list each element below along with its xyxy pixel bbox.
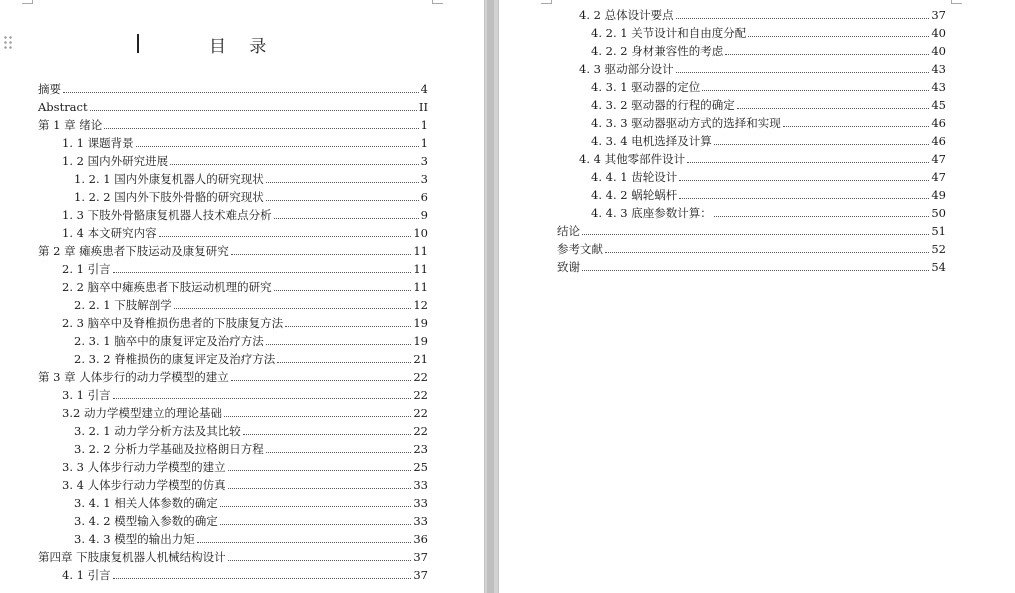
toc-page-number: 43 — [931, 62, 946, 76]
toc-entry-text: 2. 3 脑卒中及脊椎损伤患者的下肢康复方法 — [62, 316, 284, 330]
toc-entry-text: 2. 2. 1 下肢解剖学 — [74, 298, 172, 312]
toc-dot-leader — [737, 108, 930, 109]
toc-dot-leader — [687, 162, 929, 163]
toc-dot-leader — [266, 182, 419, 183]
toc-dot-leader — [63, 92, 419, 93]
toc-entry[interactable] — [62, 150, 428, 168]
toc-entry-text: 4. 3. 2 驱动器的行程的确定 — [591, 98, 735, 112]
toc-dot-leader — [714, 216, 930, 217]
toc-entry-text: Abstract — [38, 100, 88, 114]
toc-page-number: 45 — [931, 98, 946, 112]
toc-dot-leader — [220, 506, 412, 507]
toc-page-number: 3 — [420, 154, 428, 168]
toc-title: 目 录 — [209, 37, 276, 57]
toc-page-number: 49 — [931, 188, 946, 202]
toc-entry[interactable] — [74, 492, 428, 510]
toc-entry[interactable] — [557, 238, 946, 256]
toc-entry-text: 4. 2. 1 关节设计和自由度分配 — [591, 26, 747, 40]
toc-page-number: 21 — [413, 352, 428, 366]
toc-entry[interactable] — [591, 22, 946, 40]
toc-dot-leader — [113, 578, 412, 579]
toc-entry-text: 4. 3. 1 驱动器的定位 — [591, 80, 701, 94]
toc-entry[interactable] — [591, 40, 946, 58]
toc-page-number: 37 — [931, 8, 946, 22]
toc-page-number: 40 — [931, 44, 946, 58]
toc-page-number: 10 — [413, 226, 428, 240]
toc-entry-text: 3. 3 人体步行动力学模型的建立 — [62, 460, 226, 474]
toc-entry[interactable] — [579, 58, 946, 76]
toc-entry[interactable] — [62, 276, 428, 294]
toc-page-number: 33 — [413, 478, 428, 492]
toc-page-number: 43 — [931, 80, 946, 94]
toc-page-number: II — [418, 100, 428, 114]
toc-dot-leader — [725, 54, 929, 55]
toc-page-number: 3 — [420, 172, 428, 186]
toc-entry-text: 参考文献 — [557, 242, 603, 256]
toc-dot-leader — [274, 218, 419, 219]
toc-dot-leader — [582, 234, 929, 235]
toc-entry-text: 1. 4 本文研究内容 — [62, 226, 157, 240]
toc-dot-leader — [113, 272, 412, 273]
margin-corner-mark — [22, 0, 33, 4]
toc-entry[interactable] — [62, 204, 428, 222]
toc-entry-text: 4. 2. 2 身材兼容性的考虑 — [591, 44, 724, 58]
toc-entry-text: 1. 2. 2 国内外下肢外骨骼的研究现状 — [74, 190, 264, 204]
toc-entry[interactable] — [74, 348, 428, 366]
toc-entry[interactable] — [591, 112, 946, 130]
toc-dot-leader — [702, 90, 929, 91]
toc-dot-leader — [266, 452, 412, 453]
margin-corner-mark — [541, 0, 552, 4]
toc-entry[interactable] — [62, 564, 428, 582]
toc-dot-leader — [582, 270, 929, 271]
toc-dot-leader — [243, 434, 412, 435]
toc-page-number: 46 — [931, 116, 946, 130]
toc-entry-text: 3. 2. 2 分析力学基础及拉格朗日方程 — [74, 442, 264, 456]
toc-dot-leader — [228, 560, 412, 561]
toc-page-number: 54 — [931, 260, 946, 274]
toc-entry-text: 第四章 下肢康复机器人机械结构设计 — [38, 550, 226, 564]
toc-entry[interactable] — [62, 402, 428, 420]
toc-entry[interactable] — [62, 258, 428, 276]
toc-entry-text: 4. 3. 3 驱动器驱动方式的选择和实现 — [591, 116, 781, 130]
toc-entry[interactable] — [38, 240, 428, 258]
toc-entry[interactable] — [62, 222, 428, 240]
toc-page-number: 50 — [931, 206, 946, 220]
toc-dot-leader — [90, 110, 417, 111]
toc-entry[interactable] — [591, 76, 946, 94]
toc-entry-text: 3.2 动力学模型建立的理论基础 — [62, 406, 222, 420]
toc-dot-leader — [266, 200, 419, 201]
toc-page-number: 22 — [413, 388, 428, 402]
toc-dot-leader — [104, 128, 418, 129]
toc-entry-text: 3. 4. 2 模型输入参数的确定 — [74, 514, 218, 528]
toc-entry[interactable] — [38, 366, 428, 384]
toc-page-number: 9 — [420, 208, 428, 222]
toc-entry[interactable] — [62, 456, 428, 474]
toc-entry-text: 摘要 — [38, 82, 61, 96]
toc-dot-leader — [228, 470, 412, 471]
toc-page-number: 51 — [931, 224, 946, 238]
toc-dot-leader — [679, 198, 929, 199]
toc-page-number: 46 — [931, 134, 946, 148]
toc-entry-text: 4. 2 总体设计要点 — [579, 8, 674, 22]
toc-dot-leader — [220, 524, 412, 525]
toc-entry-text: 结论 — [557, 224, 580, 238]
toc-entry[interactable] — [74, 168, 428, 186]
toc-entry[interactable] — [38, 78, 428, 96]
toc-page-number: 19 — [413, 334, 428, 348]
toc-page-number: 22 — [413, 424, 428, 438]
toc-entry-text: 3. 4 人体步行动力学模型的仿真 — [62, 478, 226, 492]
toc-entry[interactable] — [579, 148, 946, 166]
toc-page-number: 4 — [420, 82, 428, 96]
toc-page-number: 22 — [413, 406, 428, 420]
toc-entry[interactable] — [591, 166, 946, 184]
toc-entry-text: 3. 4. 1 相关人体参数的确定 — [74, 496, 218, 510]
toc-dot-leader — [285, 326, 411, 327]
toc-page-number: 47 — [931, 170, 946, 184]
document-page-right — [499, 0, 1015, 593]
toc-entry-text: 1. 3 下肢外骨骼康复机器人技术难点分析 — [62, 208, 272, 222]
toc-entry[interactable] — [74, 438, 428, 456]
toc-entry[interactable] — [579, 4, 946, 22]
toc-entry[interactable] — [38, 96, 428, 114]
toc-entry-text: 4. 4. 3 底座参数计算： — [591, 206, 712, 220]
toc-entry-text: 4. 3 驱动部分设计 — [579, 62, 674, 76]
toc-dot-leader — [231, 380, 412, 381]
toc-page-number: 37 — [413, 568, 428, 582]
toc-entry-text: 4. 1 引言 — [62, 568, 111, 582]
toc-dot-leader — [676, 72, 930, 73]
toc-entry[interactable] — [74, 528, 428, 546]
toc-entry-text: 1. 2. 1 国内外康复机器人的研究现状 — [74, 172, 264, 186]
toc-dot-leader — [605, 252, 929, 253]
toc-entry-text: 1. 1 课题背景 — [62, 136, 134, 150]
toc-page-number: 52 — [931, 242, 946, 256]
toc-dot-leader — [679, 180, 929, 181]
toc-dot-leader — [170, 164, 419, 165]
toc-entry[interactable] — [591, 130, 946, 148]
toc-page-number: 25 — [413, 460, 428, 474]
toc-entry[interactable] — [591, 94, 946, 112]
toc-entry[interactable] — [74, 186, 428, 204]
toc-entry-text: 2. 1 引言 — [62, 262, 111, 276]
toc-dot-leader — [174, 308, 412, 309]
toc-page-number: 22 — [413, 370, 428, 384]
toc-dot-leader — [748, 36, 929, 37]
toc-page-number: 11 — [413, 244, 428, 258]
toc-entry-text: 4. 4. 1 齿轮设计 — [591, 170, 678, 184]
toc-page-number: 6 — [420, 190, 428, 204]
toc-entry[interactable] — [74, 294, 428, 312]
toc-entry-text: 2. 3. 1 脑卒中的康复评定及治疗方法 — [74, 334, 264, 348]
toc-dot-leader — [113, 398, 412, 399]
toc-page-number: 40 — [931, 26, 946, 40]
toc-page-number: 37 — [413, 550, 428, 564]
toc-entry[interactable] — [38, 546, 428, 564]
toc-entry[interactable] — [62, 132, 428, 150]
toc-page-number: 11 — [413, 280, 428, 294]
toc-entry-text: 2. 2 脑卒中瘫痪患者下肢运动机理的研究 — [62, 280, 272, 294]
toc-page-number: 47 — [931, 152, 946, 166]
margin-corner-mark — [951, 0, 962, 4]
toc-dot-leader — [228, 488, 412, 489]
toc-page-number: 33 — [413, 496, 428, 510]
toc-entry-text: 3. 1 引言 — [62, 388, 111, 402]
toc-entry[interactable] — [557, 256, 946, 274]
toc-entry-text: 2. 3. 2 脊椎损伤的康复评定及治疗方法 — [74, 352, 276, 366]
toc-entry[interactable] — [74, 420, 428, 438]
toc-dot-leader — [676, 18, 930, 19]
toc-entry[interactable] — [74, 330, 428, 348]
text-cursor — [137, 34, 139, 53]
toc-entry[interactable] — [74, 510, 428, 528]
toc-entry[interactable] — [62, 384, 428, 402]
toc-entry-text: 3. 4. 3 模型的输出力矩 — [74, 532, 195, 546]
toc-page-number: 11 — [413, 262, 428, 276]
toc-entry-text: 4. 4 其他零部件设计 — [579, 152, 686, 166]
toc-page-number: 19 — [413, 316, 428, 330]
toc-page-number: 36 — [413, 532, 428, 546]
toc-entry[interactable] — [591, 184, 946, 202]
page-gutter — [484, 0, 499, 593]
toc-page-number: 1 — [420, 118, 428, 132]
toc-dot-leader — [274, 290, 412, 291]
document-page-left — [0, 0, 484, 593]
toc-entry-text: 第 1 章 绪论 — [38, 118, 103, 132]
toc-entry[interactable] — [62, 474, 428, 492]
toc-dot-leader — [224, 416, 411, 417]
toc-entry-text: 1. 2 国内外研究进展 — [62, 154, 169, 168]
toc-page-number: 12 — [413, 298, 428, 312]
toc-page-number: 33 — [413, 514, 428, 528]
toc-entry[interactable] — [62, 312, 428, 330]
toc-entry-text: 4. 3. 4 电机选择及计算 — [591, 134, 712, 148]
toc-dot-leader — [714, 144, 930, 145]
toc-entry[interactable] — [591, 202, 946, 220]
toc-entry-text: 第 3 章 人体步行的动力学模型的建立 — [38, 370, 229, 384]
toc-dot-leader — [266, 344, 412, 345]
toc-dot-leader — [159, 236, 412, 237]
table-move-handle-icon[interactable] — [3, 35, 13, 51]
toc-dot-leader — [783, 126, 930, 127]
toc-entry-text: 4. 4. 2 蜗轮蜗杆 — [591, 188, 678, 202]
toc-dot-leader — [197, 542, 412, 543]
toc-entry-text: 第 2 章 瘫痪患者下肢运动及康复研究 — [38, 244, 229, 258]
toc-entry[interactable] — [557, 220, 946, 238]
toc-dot-leader — [136, 146, 419, 147]
toc-entry-text: 3. 2. 1 动力学分析方法及其比较 — [74, 424, 241, 438]
toc-entry-text: 致谢 — [557, 260, 580, 274]
toc-entry[interactable] — [38, 114, 428, 132]
toc-page-number: 23 — [413, 442, 428, 456]
toc-dot-leader — [231, 254, 412, 255]
toc-page-number: 1 — [420, 136, 428, 150]
toc-dot-leader — [277, 362, 411, 363]
margin-corner-mark — [432, 0, 443, 4]
